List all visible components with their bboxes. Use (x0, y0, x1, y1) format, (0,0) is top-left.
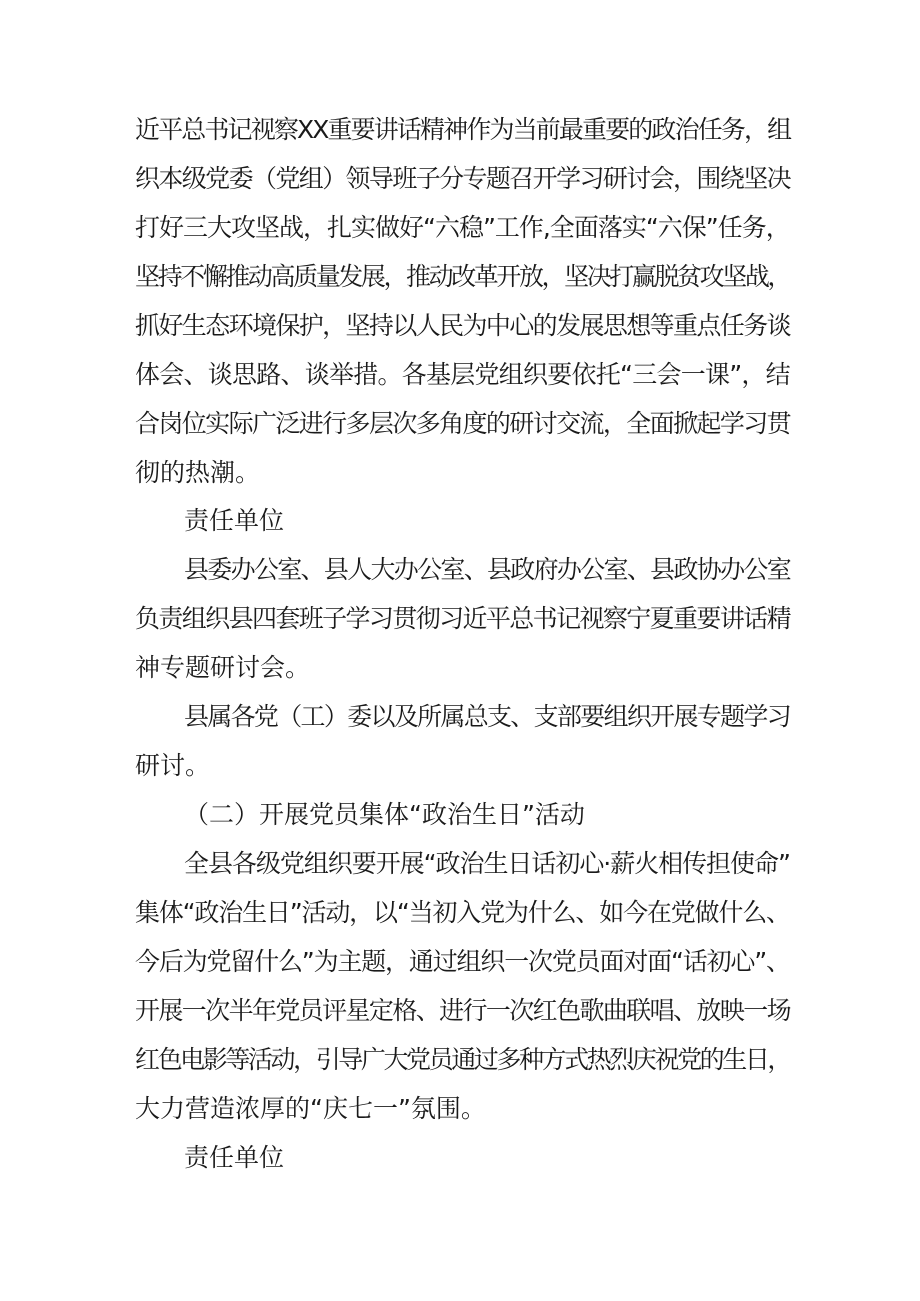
text-line: 神专题研讨会。 (135, 653, 311, 682)
text-line: 体会、谈思路、谈举措。各基层党组织要依托“三会一课”，结 (135, 360, 790, 389)
text-line: 县委办公室、县人大办公室、县政府办公室、县政协办公室 (184, 555, 791, 584)
section-heading: 责任单位 (184, 1143, 285, 1172)
text-line: 彻的热潮。 (135, 458, 261, 487)
text-line: 织本级党委（党组）领导班子分专题召开学习研讨会，围绕坚决 (135, 164, 791, 193)
text-line: 抓好生态环境保护，坚持以人民为中心的发展思想等重点任务谈 (135, 311, 791, 340)
text-line: 近平总书记视察XX重要讲话精神作为当前最重要的政治任务，组 (135, 115, 791, 144)
section-heading: （二）开展党员集体“政治生日”活动 (184, 800, 585, 829)
text-line: 坚持不懈推动高质量发展，推动改革开放，坚决打赢脱贫攻坚战， (135, 262, 791, 291)
text-line: 红色电影等活动，引导广大党员通过多种方式热烈庆祝党的生日， (135, 1045, 791, 1074)
text-line: 开展一次半年党员评星定格、进行一次红色歌曲联唱、放映一场 (135, 996, 791, 1025)
text-line: 负责组织县四套班子学习贯彻习近平总书记视察宁夏重要讲话精 (135, 604, 791, 633)
text-line: 全县各级党组织要开展“政治生日话初心·薪火相传担使命” (184, 849, 790, 878)
text-line: 大力营造浓厚的“庆七一”氛围。 (135, 1094, 486, 1123)
text-line: 县属各党（工）委以及所属总支、支部要组织开展专题学习 (184, 702, 791, 731)
text-line: 打好三大攻坚战，扎实做好“六稳”工作,全面落实“六保”任务， (135, 213, 790, 242)
section-heading: 责任单位 (184, 506, 285, 535)
text-line: 合岗位实际广泛进行多层次多角度的研讨交流，全面掀起学习贯 (135, 409, 791, 438)
text-line: 今后为党留什么”为主题，通过组织一次党员面对面“话初心”、 (135, 947, 790, 976)
text-line: 集体“政治生日”活动，以“当初入党为什么、如今在党做什么、 (135, 898, 790, 927)
text-line: 研讨。 (135, 751, 211, 780)
